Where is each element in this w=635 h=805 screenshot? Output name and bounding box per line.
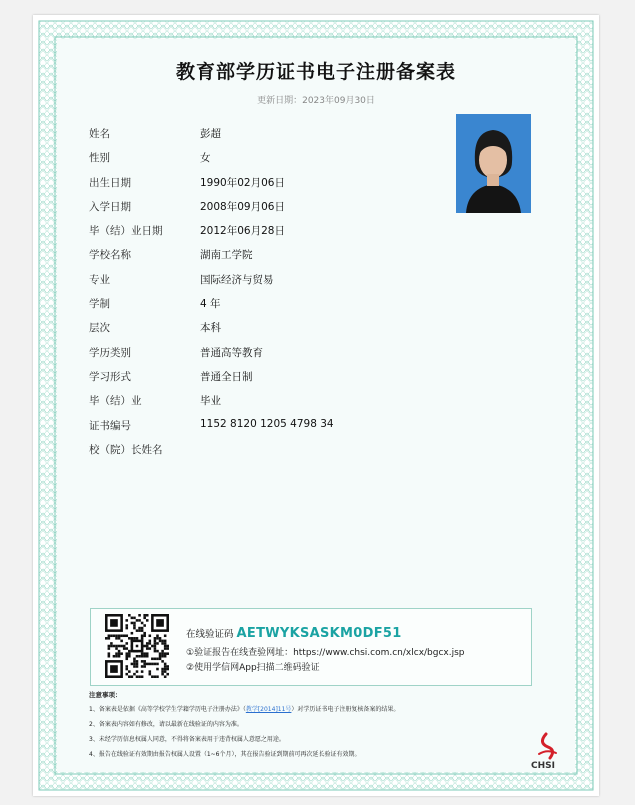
field-label: 校（院）长姓名 bbox=[89, 443, 163, 456]
field-label: 专业 bbox=[89, 273, 110, 286]
field-label: 出生日期 bbox=[89, 176, 131, 189]
field-value: 女 bbox=[200, 152, 211, 165]
verification-box bbox=[90, 608, 532, 686]
qr-code[interactable] bbox=[105, 614, 169, 678]
document-sheet bbox=[33, 15, 599, 796]
field-label: 毕（结）业日期 bbox=[89, 225, 163, 238]
update-date: 更新日期：2023年09月30日 bbox=[257, 96, 375, 106]
field-label: 学习形式 bbox=[89, 370, 131, 383]
verification-code-label: 在线验证码 bbox=[186, 629, 234, 640]
note-4: 4、报告在线验证有效期由报告权属人设置（1~6个月），其在报告验证到期前可再次延长验证有效期。 bbox=[89, 751, 361, 758]
field-value: 国际经济与贸易 bbox=[200, 273, 274, 286]
field-value: 4 年 bbox=[200, 298, 221, 311]
field-value: 毕业 bbox=[200, 395, 221, 408]
field-label: 性别 bbox=[89, 152, 110, 165]
note-1 bbox=[89, 704, 539, 713]
field-label: 学历类别 bbox=[89, 346, 131, 359]
field-value: 2008年09月06日 bbox=[200, 200, 285, 213]
field-label: 入学日期 bbox=[89, 200, 131, 213]
field-value: 湖南工学院 bbox=[200, 249, 253, 262]
note-1-text: 1、备案表是依据《高等学校学生学籍学历电子注册办法》（ bbox=[89, 706, 246, 713]
notes-title: 注意事项： bbox=[89, 691, 122, 699]
note-3: 3、未经学历信息权属人同意，不得将备案表用于违背权属人意愿之用途。 bbox=[89, 736, 285, 743]
verify-url-line: ①验证报告在线查验网址：https://www.chsi.com.cn/xlcx/bgcx.jsp bbox=[186, 648, 465, 658]
field-label: 学校名称 bbox=[89, 249, 131, 262]
content-area bbox=[57, 39, 575, 772]
page-title: 教育部学历证书电子注册备案表 bbox=[175, 61, 456, 83]
field-label: 证书编号 bbox=[89, 419, 131, 432]
field-value: 2012年06月28日 bbox=[200, 225, 285, 238]
verification-code: AETWYKSASKM0DF51 bbox=[236, 626, 402, 641]
field-value: 普通高等教育 bbox=[200, 346, 263, 359]
regulation-link[interactable]: 教学[2014]11号 bbox=[245, 706, 292, 713]
field-value: 1152 8120 1205 4798 34 bbox=[200, 417, 334, 430]
verify-app-line: ②使用学信网App扫描二维码验证 bbox=[186, 663, 320, 673]
verification-code-row bbox=[186, 626, 402, 641]
student-photo bbox=[456, 114, 531, 213]
notes-section bbox=[89, 690, 539, 764]
field-value: 彭超 bbox=[200, 128, 221, 140]
field-label: 层次 bbox=[89, 322, 110, 335]
field-label: 学制 bbox=[89, 298, 110, 311]
chsi-logo-text: CHSI bbox=[531, 761, 555, 771]
field-label: 毕（结）业 bbox=[89, 395, 142, 408]
field-value: 1990年02月06日 bbox=[200, 176, 285, 189]
field-value: 本科 bbox=[200, 322, 221, 335]
field-value: 普通全日制 bbox=[200, 370, 253, 383]
note-2: 2、备案表内容如有修改，请以最新在线验证的内容为准。 bbox=[89, 721, 243, 728]
field-label: 姓名 bbox=[89, 128, 110, 140]
note-1-text-end: ）对学历证书电子注册复核备案的结果。 bbox=[291, 706, 400, 713]
